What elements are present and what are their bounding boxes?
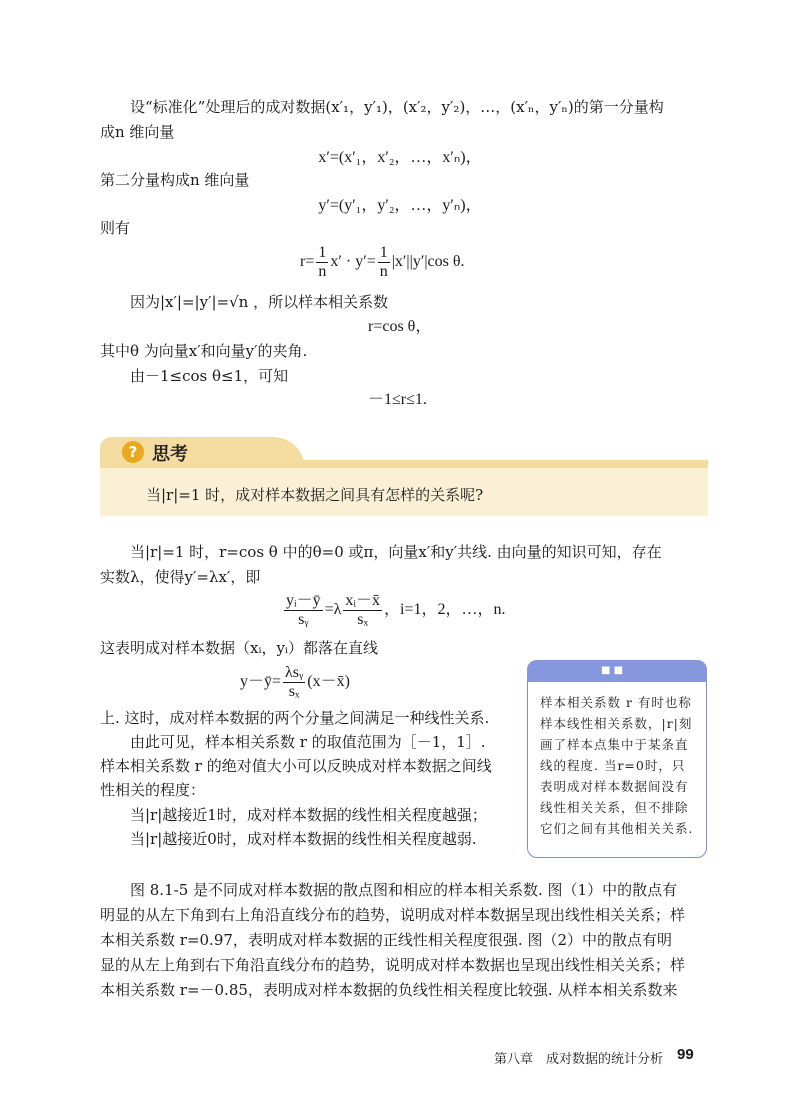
paragraph-line: 实数λ，使得y′=λx′，即 — [100, 568, 261, 586]
paragraph-line: 则有 — [100, 219, 131, 237]
equation-collinear — [282, 590, 506, 630]
paragraph-line: 当|r|越接近0时，成对样本数据的线性相关程度越弱. — [130, 830, 477, 848]
think-title: 思考 — [152, 444, 188, 465]
eq-part: r= — [300, 253, 315, 270]
side-note-dots: ■ ■ — [601, 665, 624, 676]
eq-part: x′ · y′= — [330, 253, 376, 270]
page-number: 99 — [677, 1046, 694, 1063]
paragraph-line: 成n 维向量 — [100, 123, 175, 141]
fraction — [343, 592, 382, 629]
fraction — [283, 664, 305, 701]
fraction — [316, 244, 328, 281]
equation-r-cos: r=cos θ， — [368, 318, 432, 335]
fraction-denominator: n — [318, 262, 327, 280]
eq-part: ，i=1，2，…，n. — [384, 601, 506, 618]
paragraph-line: 样本相关系数 r 的绝对值大小可以反映成对样本数据之间线 — [100, 757, 492, 775]
paragraph-line: 由此可见，样本相关系数 r 的取值范围为［－1，1］. — [130, 733, 486, 751]
equation-line — [240, 662, 350, 702]
eq-part: =λ — [324, 601, 342, 618]
paragraph-line: 显的从左上角到右下角沿直线分布的趋势，说明成对样本数据也呈现出线性相关关系；样 — [100, 956, 686, 974]
paragraph-line: 性相关的程度： — [100, 781, 206, 799]
fraction-numerator: 1 — [318, 243, 327, 261]
fraction-denominator: n — [379, 262, 388, 280]
paragraph-line: 上. 这时，成对样本数据的两个分量之间满足一种线性关系. — [100, 709, 490, 727]
question-icon: ? — [122, 441, 144, 463]
fraction — [378, 244, 390, 281]
paragraph-line: 设“标准化”处理后的成对数据(x′₁，y′₁)，(x′₂，y′₂)，…，(x′ₙ，y′ₙ)的第一分量构 — [130, 98, 664, 116]
equation-r-dot — [300, 242, 465, 282]
side-note-header — [527, 660, 707, 682]
equation-x-vector: x′=(x′₁，x′₂，…，x′ₙ)， — [318, 149, 482, 166]
eq-part: y－ȳ= — [240, 673, 282, 690]
eq-part: |x′||y′|cos θ. — [391, 253, 465, 270]
paragraph-line: 本相关系数 r=0.97，表明成对样本数据的正线性相关程度很强. 图（2）中的散点有明 — [100, 931, 672, 949]
paragraph-line: 其中θ 为向量x′和向量y′的夹角. — [100, 342, 308, 360]
paragraph-line: 当|r|=1 时，r=cos θ 中的θ=0 或π，向量x′和y′共线. 由向量的知识可知，存在 — [130, 543, 662, 561]
think-box-bar — [100, 460, 708, 468]
fraction-denominator: sᵧ — [298, 610, 309, 628]
fraction-numerator: λsᵧ — [285, 663, 304, 681]
paragraph-line: 第二分量构成n 维向量 — [100, 171, 250, 189]
paragraph-line: 图 8.1-5 是不同成对样本数据的散点图和相应的样本相关系数. 图（1）中的散点有 — [130, 881, 678, 899]
equation-r-range: －1≤r≤1. — [368, 391, 427, 408]
equation-y-vector: y′=(y′₁，y′₂，…，y′ₙ)， — [318, 197, 482, 214]
eq-part: (x－x̄) — [307, 673, 350, 690]
fraction-denominator: sₓ — [357, 610, 369, 628]
fraction-numerator: yᵢ－ȳ — [286, 591, 321, 609]
fraction-numerator: xᵢ－x̄ — [345, 591, 381, 609]
side-note-text: 样本相关系数 r 有时也称样本线性相关系数，|r|刻画了样本点集中于某条直线的程度. 当r=0时，只表明成对样本数据间没有线性相关关系，但不排除它们之间有其他相关关系. — [540, 695, 694, 836]
paragraph-line: 这表明成对样本数据（xᵢ，yᵢ）都落在直线 — [100, 639, 378, 657]
think-question: 当|r|=1 时，成对样本数据之间具有怎样的关系呢? — [146, 486, 484, 504]
paragraph-line: 因为|x′|=|y′|=√n ，所以样本相关系数 — [130, 293, 389, 311]
fraction-numerator: 1 — [379, 243, 388, 261]
fraction-denominator: sₓ — [288, 682, 300, 700]
paragraph-line: 明显的从左下角到右上角沿直线分布的趋势，说明成对样本数据呈现出线性相关关系；样 — [100, 906, 686, 924]
fraction — [284, 592, 323, 629]
paragraph-line: 由－1≤cos θ≤1，可知 — [130, 367, 289, 385]
paragraph-line: 当|r|越接近1时，成对样本数据的线性相关程度越强； — [130, 806, 487, 824]
paragraph-line: 本相关系数 r=－0.85，表明成对样本数据的负线性相关程度比较强. 从样本相关系数来 — [100, 981, 678, 999]
chapter-footer: 第八章 成对数据的统计分析 — [494, 1052, 664, 1067]
